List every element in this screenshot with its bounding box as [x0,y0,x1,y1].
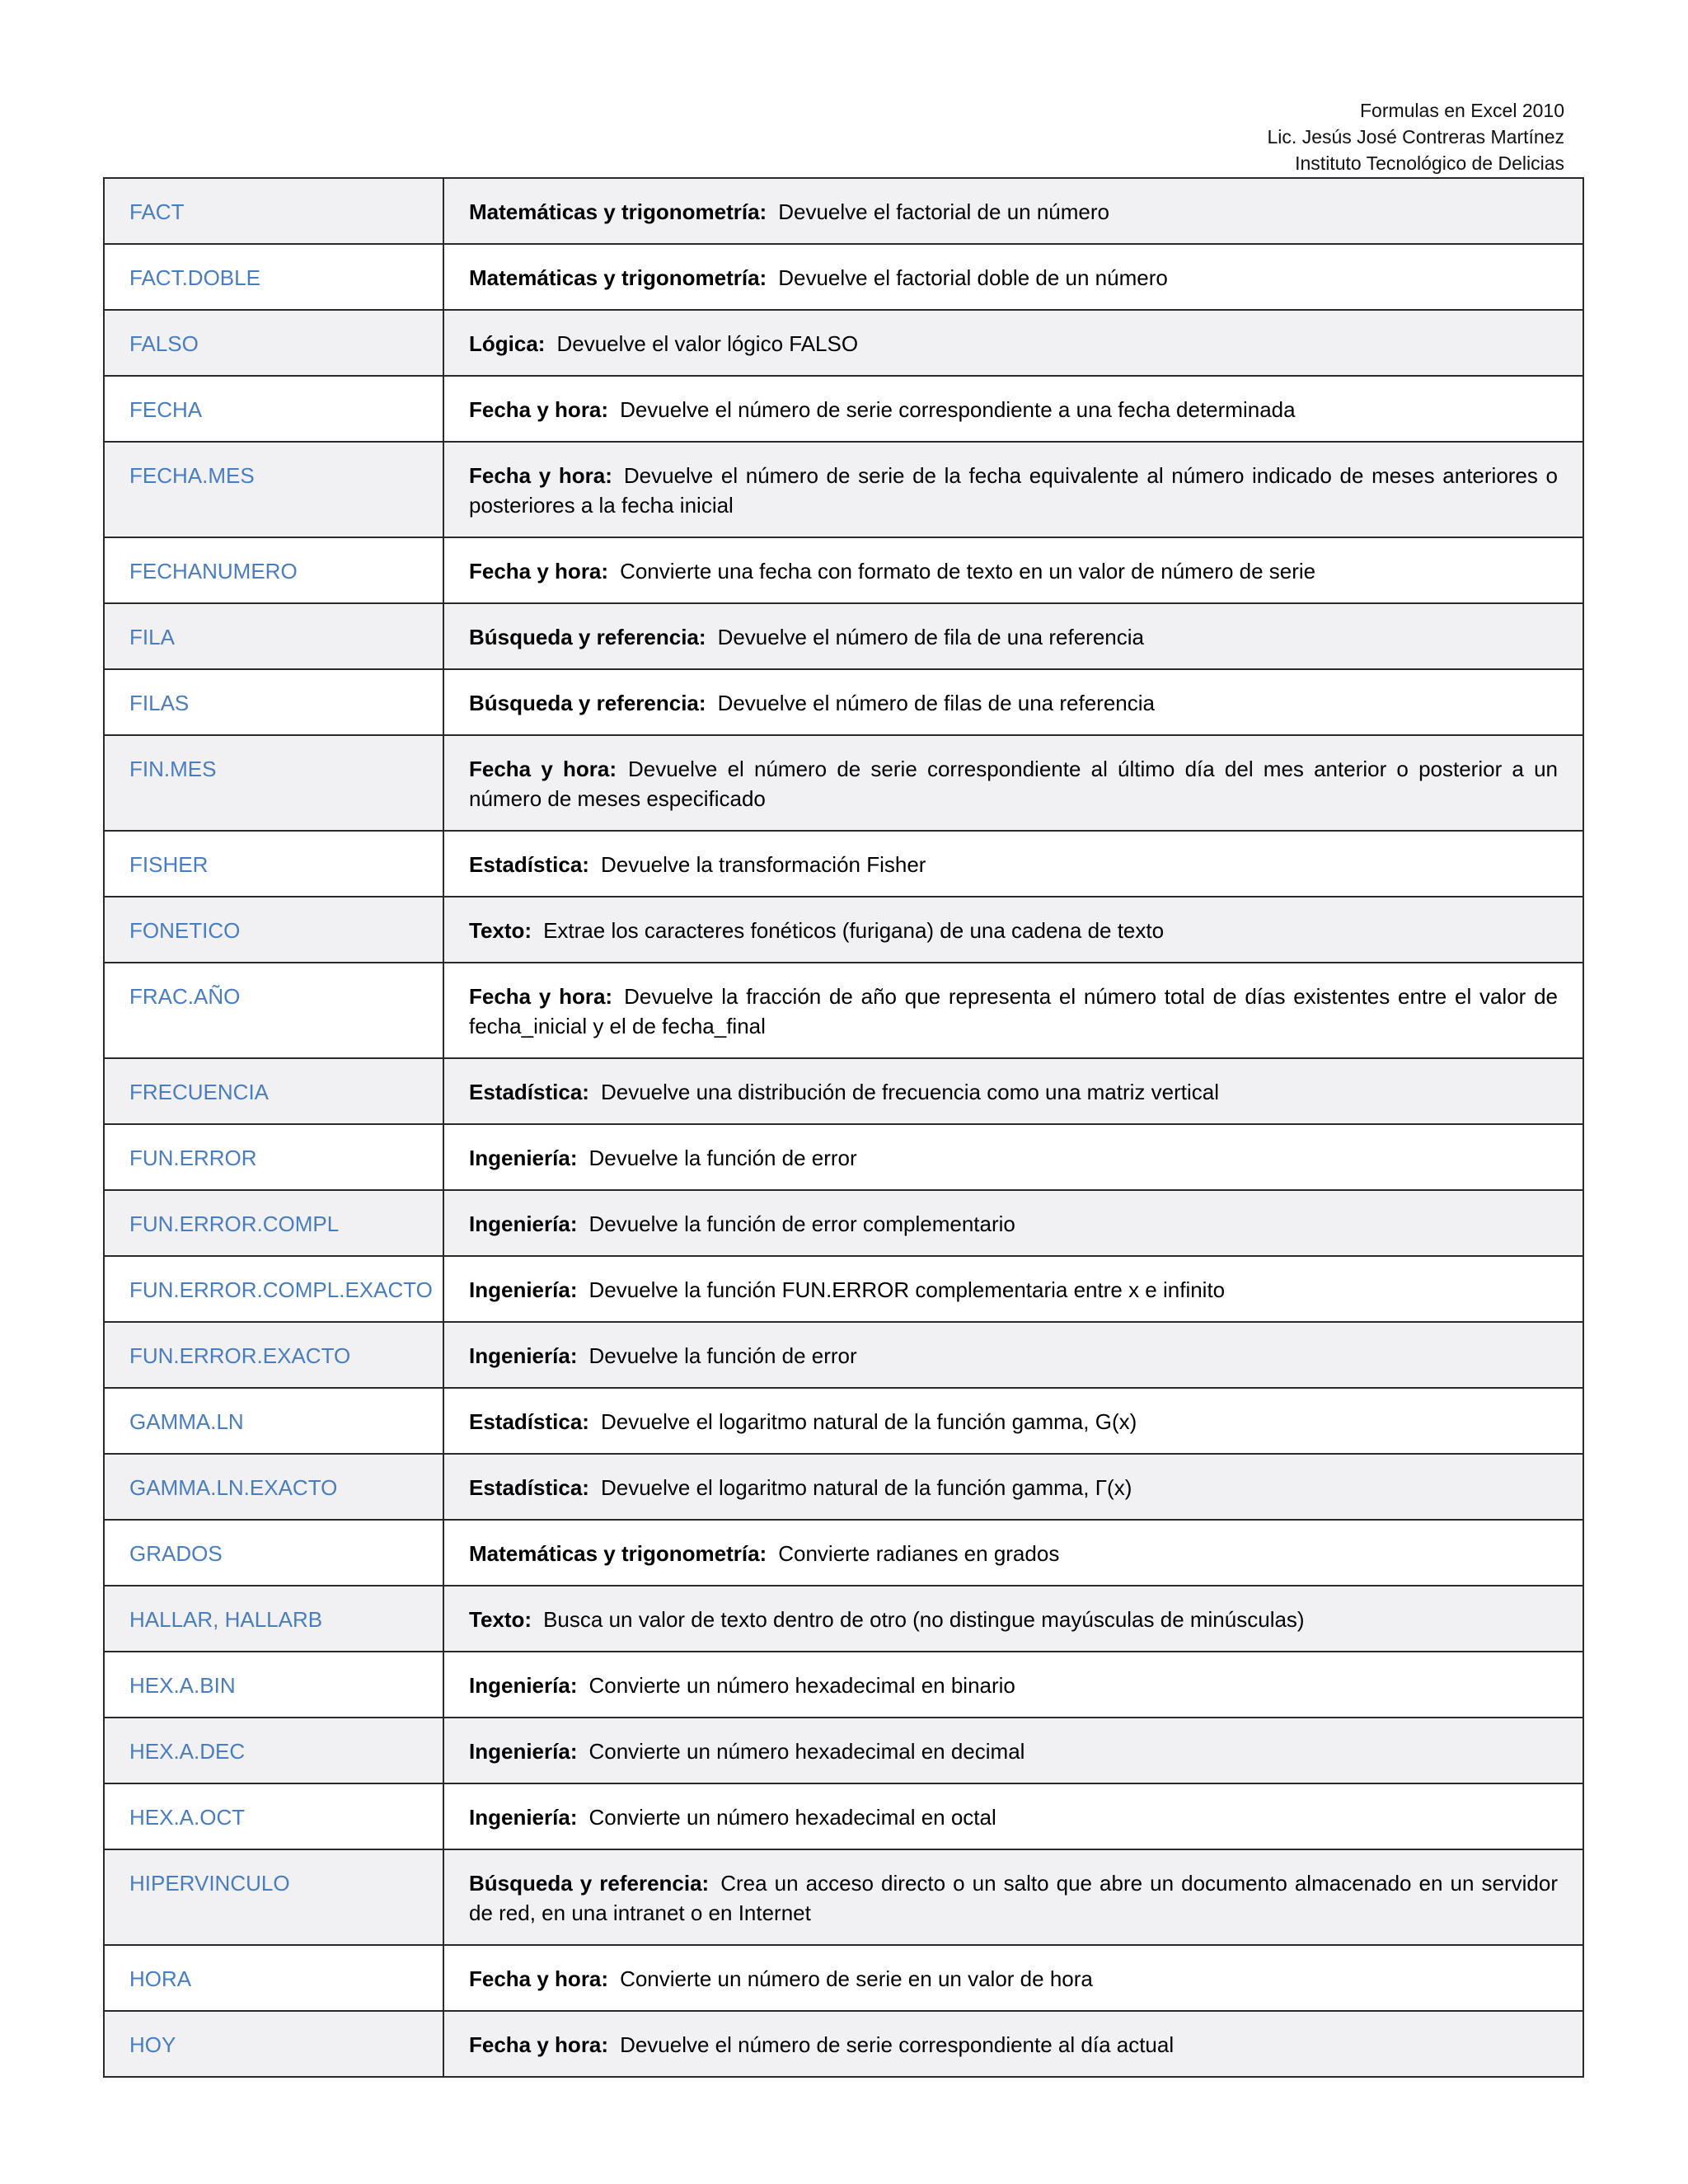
table-row [104,442,1583,537]
function-name[interactable]: GAMMA.LN.EXACTO [104,1454,443,1520]
formulas-table-body [104,178,1583,2077]
function-description-cell [443,963,1583,1058]
function-description-cell [443,897,1583,963]
table-row [104,1945,1583,2011]
function-name[interactable]: HEX.A.BIN [104,1652,443,1718]
function-description-cell [443,1652,1583,1718]
function-description: Devuelve el factorial de un número [778,199,1109,224]
table-row [104,1586,1583,1652]
function-description-cell [443,2011,1583,2077]
function-description-cell [443,603,1583,669]
function-description: Convierte un número hexadecimal en octal [588,1805,996,1830]
table-row [104,244,1583,310]
function-category: Fecha y hora: [469,984,613,1009]
function-description: Convierte radianes en grados [778,1541,1060,1566]
function-name[interactable]: FILA [104,603,443,669]
function-description: Devuelve la transformación Fisher [600,852,926,877]
function-name[interactable]: HIPERVINCULO [104,1849,443,1945]
table-row [104,1388,1583,1454]
function-description-cell [443,1190,1583,1256]
function-description: Devuelve el factorial doble de un número [778,265,1168,290]
function-name[interactable]: FECHANUMERO [104,537,443,603]
function-category: Ingeniería: [469,1277,578,1302]
function-name[interactable]: FISHER [104,831,443,897]
function-description: Extrae los caracteres fonéticos (furigana) de una cadena de texto [543,918,1165,943]
function-description: Convierte un número hexadecimal en binario [588,1673,1015,1698]
function-description: Convierte una fecha con formato de texto en un valor de número de serie [620,559,1316,583]
table-row [104,831,1583,897]
formulas-table [103,177,1584,2078]
function-description: Devuelve la función FUN.ERROR complementaria entre x e infinito [588,1277,1226,1302]
function-description: Devuelve el número de serie correspondiente al último día del mes anterior o posterior a un número de meses especificado [469,757,1558,811]
function-description: Busca un valor de texto dentro de otro (no distingue mayúsculas de minúsculas) [543,1607,1305,1632]
function-category: Estadística: [469,1475,589,1500]
function-category: Fecha y hora: [469,1966,609,1991]
function-description: Devuelve una distribución de frecuencia como una matriz vertical [600,1080,1219,1104]
table-row [104,1124,1583,1190]
function-description-cell [443,1058,1583,1124]
function-name[interactable]: HEX.A.DEC [104,1718,443,1783]
table-row [104,376,1583,442]
function-category: Estadística: [469,1409,589,1434]
function-description-cell [443,1520,1583,1586]
function-description-cell [443,831,1583,897]
function-name[interactable]: FECHA [104,376,443,442]
function-name[interactable]: GRADOS [104,1520,443,1586]
function-category: Estadística: [469,852,589,877]
function-category: Matemáticas y trigonometría: [469,199,767,224]
function-category: Búsqueda y referencia: [469,691,706,715]
function-category: Matemáticas y trigonometría: [469,1541,767,1566]
function-description: Devuelve el número de serie correspondiente a una fecha determinada [620,397,1296,422]
function-name[interactable]: FUN.ERROR [104,1124,443,1190]
function-description-cell [443,1849,1583,1945]
function-description-cell [443,1124,1583,1190]
function-category: Ingeniería: [469,1212,578,1236]
function-description-cell [443,310,1583,376]
function-name[interactable]: GAMMA.LN [104,1388,443,1454]
function-description-cell [443,669,1583,735]
header-institution: Instituto Tecnológico de Delicias [1295,152,1564,174]
function-name[interactable]: FIN.MES [104,735,443,831]
function-description-cell [443,1388,1583,1454]
table-row [104,1190,1583,1256]
page-header [823,97,1564,176]
function-description: Devuelve el valor lógico FALSO [556,331,859,356]
header-author: Lic. Jesús José Contreras Martínez [1267,126,1564,148]
function-category: Fecha y hora: [469,559,609,583]
function-description-cell [443,376,1583,442]
function-category: Estadística: [469,1080,589,1104]
function-name[interactable]: FACT.DOBLE [104,244,443,310]
table-row [104,1783,1583,1849]
function-name[interactable]: HEX.A.OCT [104,1783,443,1849]
table-row [104,1454,1583,1520]
table-row [104,1256,1583,1322]
function-name[interactable]: FALSO [104,310,443,376]
table-row [104,1652,1583,1718]
function-description: Devuelve la función de error complementario [588,1212,1015,1236]
function-name[interactable]: FRAC.AÑO [104,963,443,1058]
function-description-cell [443,1586,1583,1652]
function-description: Devuelve el número de fila de una referencia [717,625,1144,649]
function-name[interactable]: FECHA.MES [104,442,443,537]
function-name[interactable]: FACT [104,178,443,244]
function-name[interactable]: FONETICO [104,897,443,963]
function-category: Ingeniería: [469,1146,578,1170]
table-row [104,1849,1583,1945]
function-description-cell [443,1454,1583,1520]
table-row [104,1718,1583,1783]
header-title: Formulas en Excel 2010 [1359,100,1564,121]
function-description: Devuelve el logaritmo natural de la función gamma, G(x) [600,1409,1137,1434]
function-category: Fecha y hora: [469,757,617,781]
table-row [104,537,1583,603]
function-description: Devuelve el número de serie de la fecha equivalente al número indicado de meses anteriores o posteriores a la fecha inicial [469,463,1558,518]
table-row [104,603,1583,669]
function-description-cell [443,244,1583,310]
function-description-cell [443,1783,1583,1849]
table-row [104,1058,1583,1124]
function-description: Devuelve el logaritmo natural de la función gamma, Γ(x) [600,1475,1132,1500]
function-description: Devuelve el número de serie correspondiente al día actual [620,2032,1175,2057]
function-description-cell [443,442,1583,537]
function-name[interactable]: HALLAR, HALLARB [104,1586,443,1652]
function-description: Crea un acceso directo o un salto que abre un documento almacenado en un servidor de red, en una intranet o en Internet [469,1871,1558,1925]
function-description-cell [443,1256,1583,1322]
function-description-cell [443,178,1583,244]
function-category: Ingeniería: [469,1739,578,1764]
function-description: Devuelve la función de error [588,1343,857,1368]
function-name[interactable]: HORA [104,1945,443,2011]
function-description: Devuelve la fracción de año que representa el número total de días existentes entre el valor de fecha_inicial y el de fecha_final [469,984,1558,1038]
table-row [104,963,1583,1058]
function-category: Fecha y hora: [469,463,612,488]
table-row [104,1322,1583,1388]
function-category: Búsqueda y referencia: [469,1871,710,1896]
table-row [104,669,1583,735]
function-category: Matemáticas y trigonometría: [469,265,767,290]
table-row [104,735,1583,831]
table-row [104,1520,1583,1586]
function-description-cell [443,1945,1583,2011]
function-description: Convierte un número de serie en un valor de hora [620,1966,1093,1991]
function-category: Ingeniería: [469,1343,578,1368]
function-category: Ingeniería: [469,1673,578,1698]
function-category: Ingeniería: [469,1805,578,1830]
table-row [104,897,1583,963]
table-row [104,178,1583,244]
function-name[interactable]: FILAS [104,669,443,735]
function-category: Lógica: [469,331,546,356]
function-name[interactable]: FUN.ERROR.COMPL [104,1190,443,1256]
function-description-cell [443,1718,1583,1783]
function-category: Texto: [469,1607,532,1632]
table-row [104,310,1583,376]
function-category: Búsqueda y referencia: [469,625,706,649]
function-name[interactable]: FUN.ERROR.EXACTO [104,1322,443,1388]
function-category: Fecha y hora: [469,2032,609,2057]
function-description-cell [443,1322,1583,1388]
table-row [104,2011,1583,2077]
function-category: Fecha y hora: [469,397,609,422]
function-description-cell [443,537,1583,603]
function-description: Devuelve la función de error [588,1146,857,1170]
function-name[interactable]: FRECUENCIA [104,1058,443,1124]
function-category: Texto: [469,918,532,943]
function-description: Devuelve el número de filas de una referencia [717,691,1155,715]
function-description-cell [443,735,1583,831]
function-name[interactable]: HOY [104,2011,443,2077]
function-name[interactable]: FUN.ERROR.COMPL.EXACTO [104,1256,443,1322]
function-description: Convierte un número hexadecimal en decimal [588,1739,1025,1764]
